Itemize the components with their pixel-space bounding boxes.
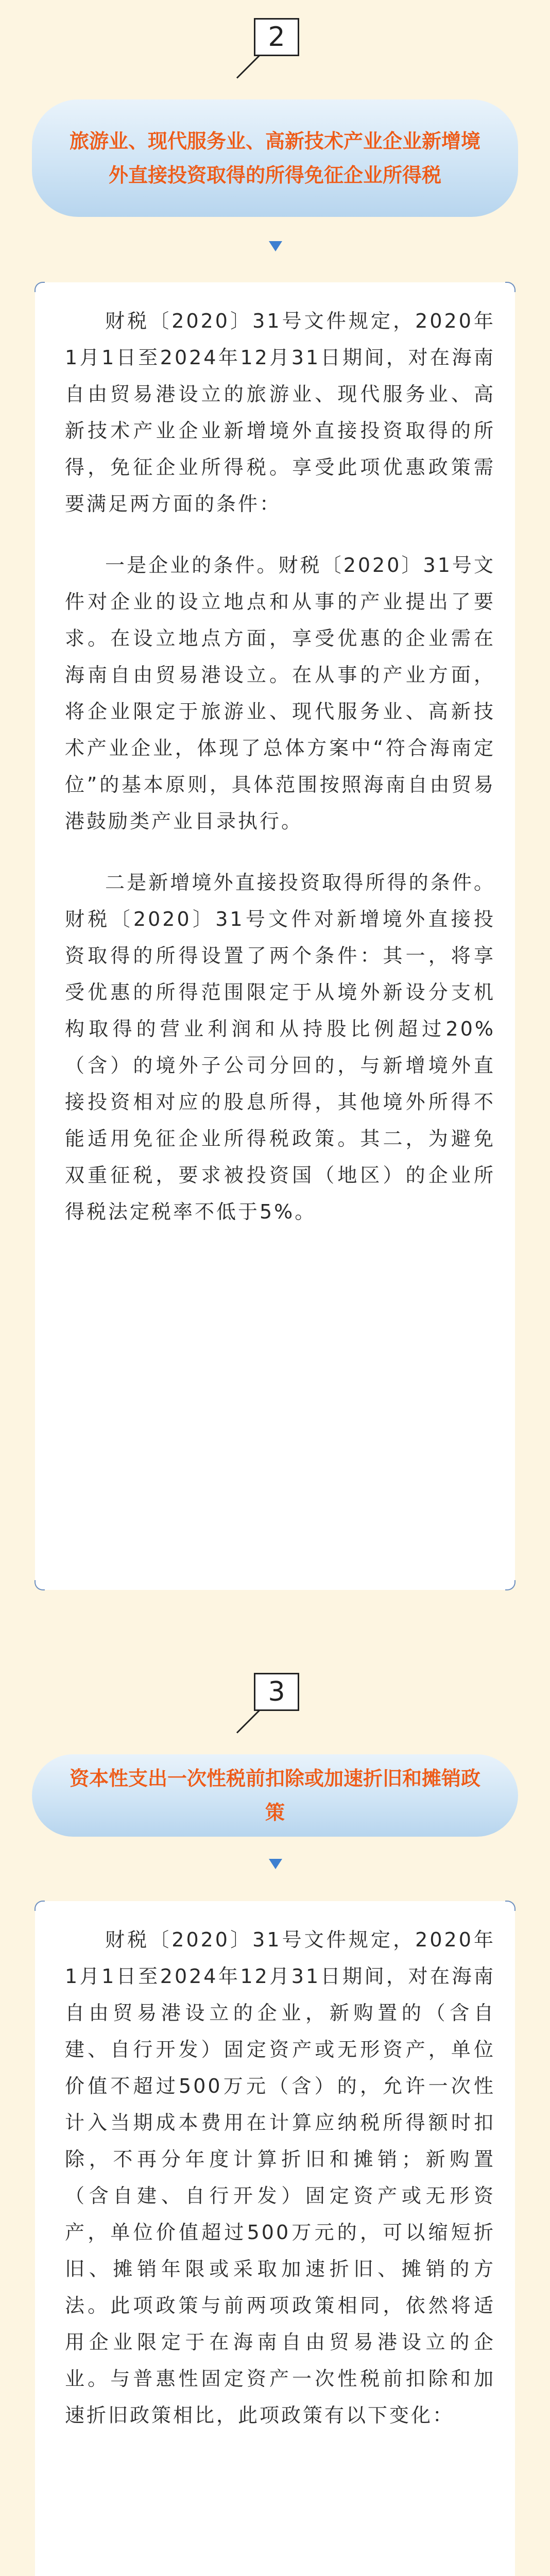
card-corner xyxy=(35,282,45,292)
section-number-box xyxy=(254,18,299,56)
paragraph: 一是企业的条件。财税〔2020〕31号文件对企业的设立地点和从事的产业提出了要求。在设立地点方面，享受优惠的企业需在海南自由贸易港设立。在从事的产业方面，将企业限定于旅游业、现代服务业、高新技术产业企业，体现了总体方案中“符合海南定位”的基本原则，具体范围按照海南自由贸易港鼓励类产业目录执行。 xyxy=(65,554,495,833)
section-number: 3 xyxy=(268,1676,285,1707)
card-corner xyxy=(505,1580,515,1590)
section-number-box xyxy=(254,1673,299,1711)
section-heading-text: 旅游业、现代服务业、高新技术产业企业新增境外直接投资取得的所得免征企业所得税 xyxy=(69,130,480,187)
paragraph: 二是新增境外直接投资取得所得的条件。财税〔2020〕31号文件对新增境外直接投资取得的所得设置了两个条件：其一，将享受优惠的所得范围限定于从境外新设分支机构取得的营业利润和从持股比例超过20%（含）的境外子公司分回的，与新增境外直接投资相对应的股息所得，其他境外所得不能适用免征企业所得税政策。其二，为避免双重征税，要求被投资国（地区）的企业所得税法定税率不低于5%。 xyxy=(65,871,495,1223)
section-number: 2 xyxy=(268,22,285,53)
content-card xyxy=(35,1901,515,2576)
down-arrow-icon xyxy=(269,1859,282,1869)
card-corner xyxy=(35,1901,45,1911)
number-box-line xyxy=(236,54,262,79)
paragraph: 财税〔2020〕31号文件规定，2020年1月1日至2024年12月31日期间，对在海南自由贸易港设立的旅游业、现代服务业、高新技术产业企业新增境外直接投资取得的所得，免征企业所得税。享受此项优惠政策需要满足两方面的条件： xyxy=(65,310,495,515)
content-card xyxy=(35,282,515,1590)
down-arrow-icon xyxy=(269,241,282,251)
section-heading xyxy=(32,1754,518,1837)
section-heading-text: 资本性支出一次性税前扣除或加速折旧和摊销政策 xyxy=(69,1767,480,1824)
card-corner xyxy=(35,1580,45,1590)
card-corner xyxy=(505,282,515,292)
section-heading xyxy=(32,99,518,217)
paragraph: 财税〔2020〕31号文件规定，2020年1月1日至2024年12月31日期间，对在海南自由贸易港设立的企业，新购置的（含自建、自行开发）固定资产或无形资产，单位价值不超过500万元（含）的，允许一次性计入当期成本费用在计算应纳税所得额时扣除，不再分年度计算折旧和摊销；新购置（含自建、自行开发）固定资产或无形资产，单位价值超过500万元的，可以缩短折旧、摊销年限或采取加速折旧、摊销的方法。此项政策与前两项政策相同，依然将适用企业限定于在海南自由贸易港设立的企业。与普惠性固定资产一次性税前扣除和加速折旧政策相比，此项政策有以下变化： xyxy=(65,1928,495,2427)
number-box-line xyxy=(236,1708,262,1734)
card-corner xyxy=(505,1901,515,1911)
